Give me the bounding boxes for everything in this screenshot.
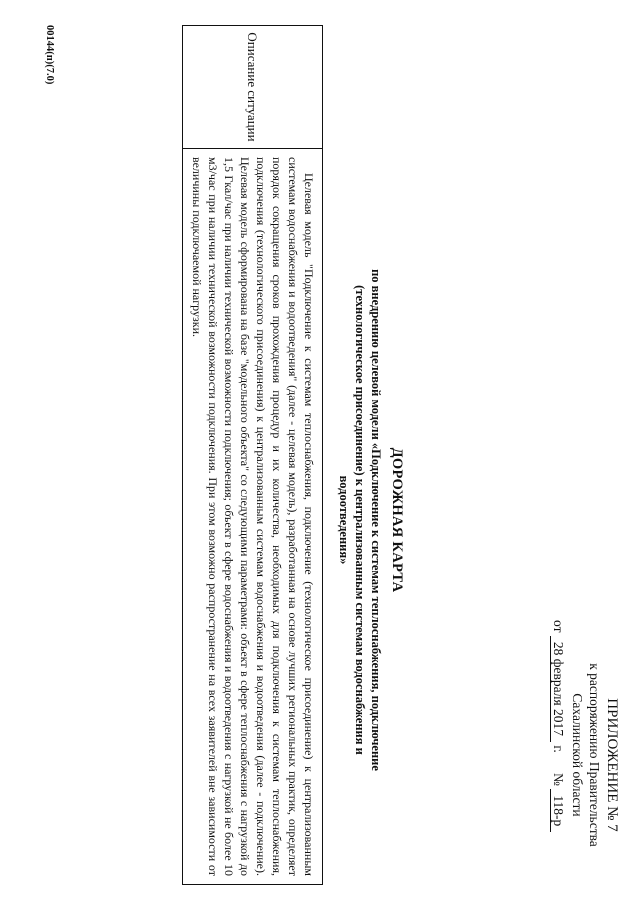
date-year: 2017	[551, 709, 566, 737]
date-day: 28	[551, 641, 566, 656]
number-label: №	[551, 773, 566, 786]
appendix-line-1: к распоряжению Правительства	[587, 663, 602, 847]
title-heading: ДОРОЖНАЯ КАРТА	[389, 447, 405, 593]
situation-text: Целевая модель "Подключение к системам теплоснабжения, подключение (технологическое присоединение) к централизованным системам водоснабжения и водоотведения" (далее - целевая модель), разработанная на основе лучших региональных практик, определяет порядок сокращения сроков прохождения процедур и их количества, необходимых для подключения к системам теплоснабжения, подключения (технологического присоединения) к централизованным системам водоснабжения и водоотведения (далее - подключение). Целевая модель сформирована на базе "модельного объекта" со следующими параметрами: объект в сфере теплоснабжения с нагрузкой до 1,5 Гкал/час при наличии технической возможности подключения; объект в сфере водоснабжения и водоотведения с нагрузкой не более 10 м3/час при наличии технической возможности подключения. При этом возможно распространение на всех заявителей вне зависимости от величины подключаемой нагрузки.	[183, 149, 323, 885]
date-suffix: г.	[551, 745, 566, 753]
appendix-date-line	[550, 620, 567, 890]
situation-label: Описание ситуации	[183, 26, 323, 149]
date-prefix: от	[551, 620, 566, 633]
description-table	[182, 25, 323, 885]
appendix-block	[550, 620, 620, 890]
appendix-line-2: Сахалинской области	[570, 693, 585, 817]
document-code: 00144(п)(7.0)	[44, 25, 55, 85]
table-row	[183, 26, 323, 885]
document-title	[336, 250, 405, 790]
doc-number: 118-р	[550, 789, 566, 832]
title-subheading: по внедрению целевой модели «Подключение к системам теплоснабжения, подключение (технологическое присоединение) к централизованным системам водоснабжения и водоотведения»	[337, 269, 383, 771]
appendix-number: ПРИЛОЖЕНИЕ № 7	[604, 698, 620, 832]
date-month: февраля	[551, 658, 566, 706]
date-value	[550, 636, 566, 742]
